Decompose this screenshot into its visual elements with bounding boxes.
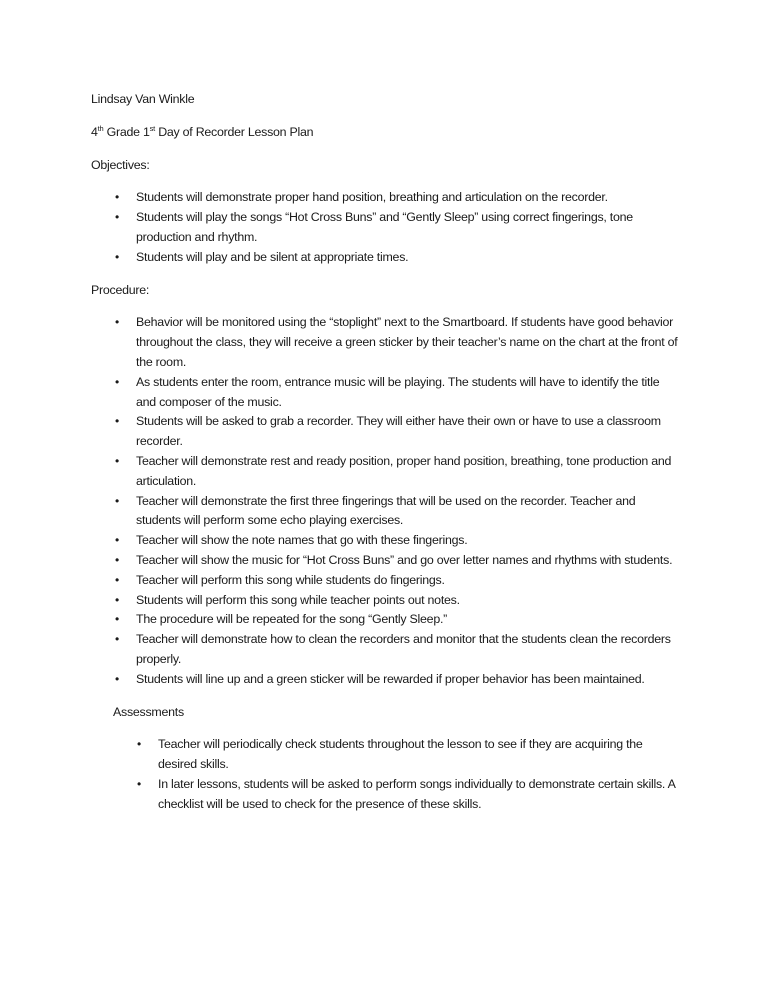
title-grade-number: 4 [91,124,98,139]
procedure-item [91,531,691,551]
procedure-item [91,373,691,413]
bullet-icon: • [137,737,141,752]
bullet-icon: • [115,612,119,627]
procedure-item-text: Teacher will show the note names that go with these fingerings. [136,533,468,548]
assessment-item-text: Teacher will periodically check students throughout the lesson to see if they are acquiring the desired skills. [158,737,643,772]
bullet-icon: • [115,414,119,429]
objective-item-text: Students will play and be silent at appropriate times. [136,249,409,264]
objective-item [91,248,691,268]
procedure-item-text: Students will line up and a green sticker will be rewarded if proper behavior has been maintained. [136,671,645,686]
bullet-icon: • [115,533,119,548]
procedure-item-text: Behavior will be monitored using the “stoplight” next to the Smartboard. If students have good behavior throughout the class, they will receive a green sticker by their teacher’s name on the chart at the front of the room. [136,315,678,369]
objectives-list [91,188,691,267]
title-day-number: 1 [143,124,150,139]
objective-item [91,208,691,248]
bullet-icon: • [115,210,119,225]
bullet-icon: • [115,671,119,686]
title-grade-suffix: th [97,123,104,133]
procedure-item-text: Teacher will demonstrate the first three fingerings that will be used on the recorder. Teacher and students will perform some echo playing exercises. [136,493,636,528]
document-title [91,123,691,143]
procedure-item [91,452,691,492]
objectives-heading: Objectives: [91,157,150,172]
title-rest: Day of Recorder Lesson Plan [155,124,314,139]
author-name: Lindsay Van Winkle [91,92,195,106]
bullet-icon: • [115,315,119,330]
objective-item-text: Students will play the songs “Hot Cross Buns” and “Gently Sleep” using correct fingerings, tone production and rhythm. [136,210,633,244]
bullet-icon: • [115,249,119,264]
procedure-item [91,571,691,591]
procedure-item [91,313,691,372]
bullet-icon: • [115,190,119,205]
bullet-icon: • [115,592,119,607]
procedure-item-text: Teacher will demonstrate how to clean the recorders and monitor that the students clean the recorders properly. [136,632,671,666]
procedure-item-text: The procedure will be repeated for the song “Gently Sleep.” [136,612,448,627]
procedure-item [91,492,691,532]
assessment-item-text: In later lessons, students will be asked to perform songs individually to demonstrate certain skills. A checklist will be used to check for the presence of these skills. [158,776,675,811]
procedure-item [91,630,691,670]
bullet-icon: • [137,776,141,791]
bullet-icon: • [115,493,119,508]
procedure-item [91,610,691,630]
procedure-heading: Procedure: [91,282,150,297]
procedure-item-text: Teacher will show the music for “Hot Cross Buns” and go over letter names and rhythms with students. [136,552,673,567]
document-body [91,90,691,828]
bullet-icon: • [115,632,119,647]
assessments-list [113,735,691,814]
assessments-heading: Assessments [113,704,184,719]
procedure-list [91,313,691,689]
procedure-item-text: Teacher will perform this song while students do fingerings. [136,572,445,587]
bullet-icon: • [115,572,119,587]
assessments-section [113,703,691,815]
procedure-item [91,551,691,571]
procedure-item [91,670,691,690]
objective-item [91,188,691,208]
bullet-icon: • [115,453,119,468]
procedure-item [91,591,691,611]
title-day-suffix: st [149,123,155,133]
procedure-item-text: Teacher will demonstrate rest and ready position, proper hand position, breathing, tone production and articulation. [136,453,672,488]
assessment-item [113,735,691,775]
assessment-item [113,775,691,815]
bullet-icon: • [115,552,119,567]
procedure-item-text: Students will perform this song while teacher points out notes. [136,592,460,607]
bullet-icon: • [115,374,119,389]
objective-item-text: Students will demonstrate proper hand position, breathing and articulation on the recorder. [136,190,608,205]
procedure-item [91,412,691,452]
title-grade-word: Grade [103,124,143,139]
procedure-item-text: Students will be asked to grab a recorder. They will either have their own or have to use a classroom recorder. [136,414,661,449]
procedure-item-text: As students enter the room, entrance music will be playing. The students will have to identify the title and composer of the music. [136,374,660,409]
